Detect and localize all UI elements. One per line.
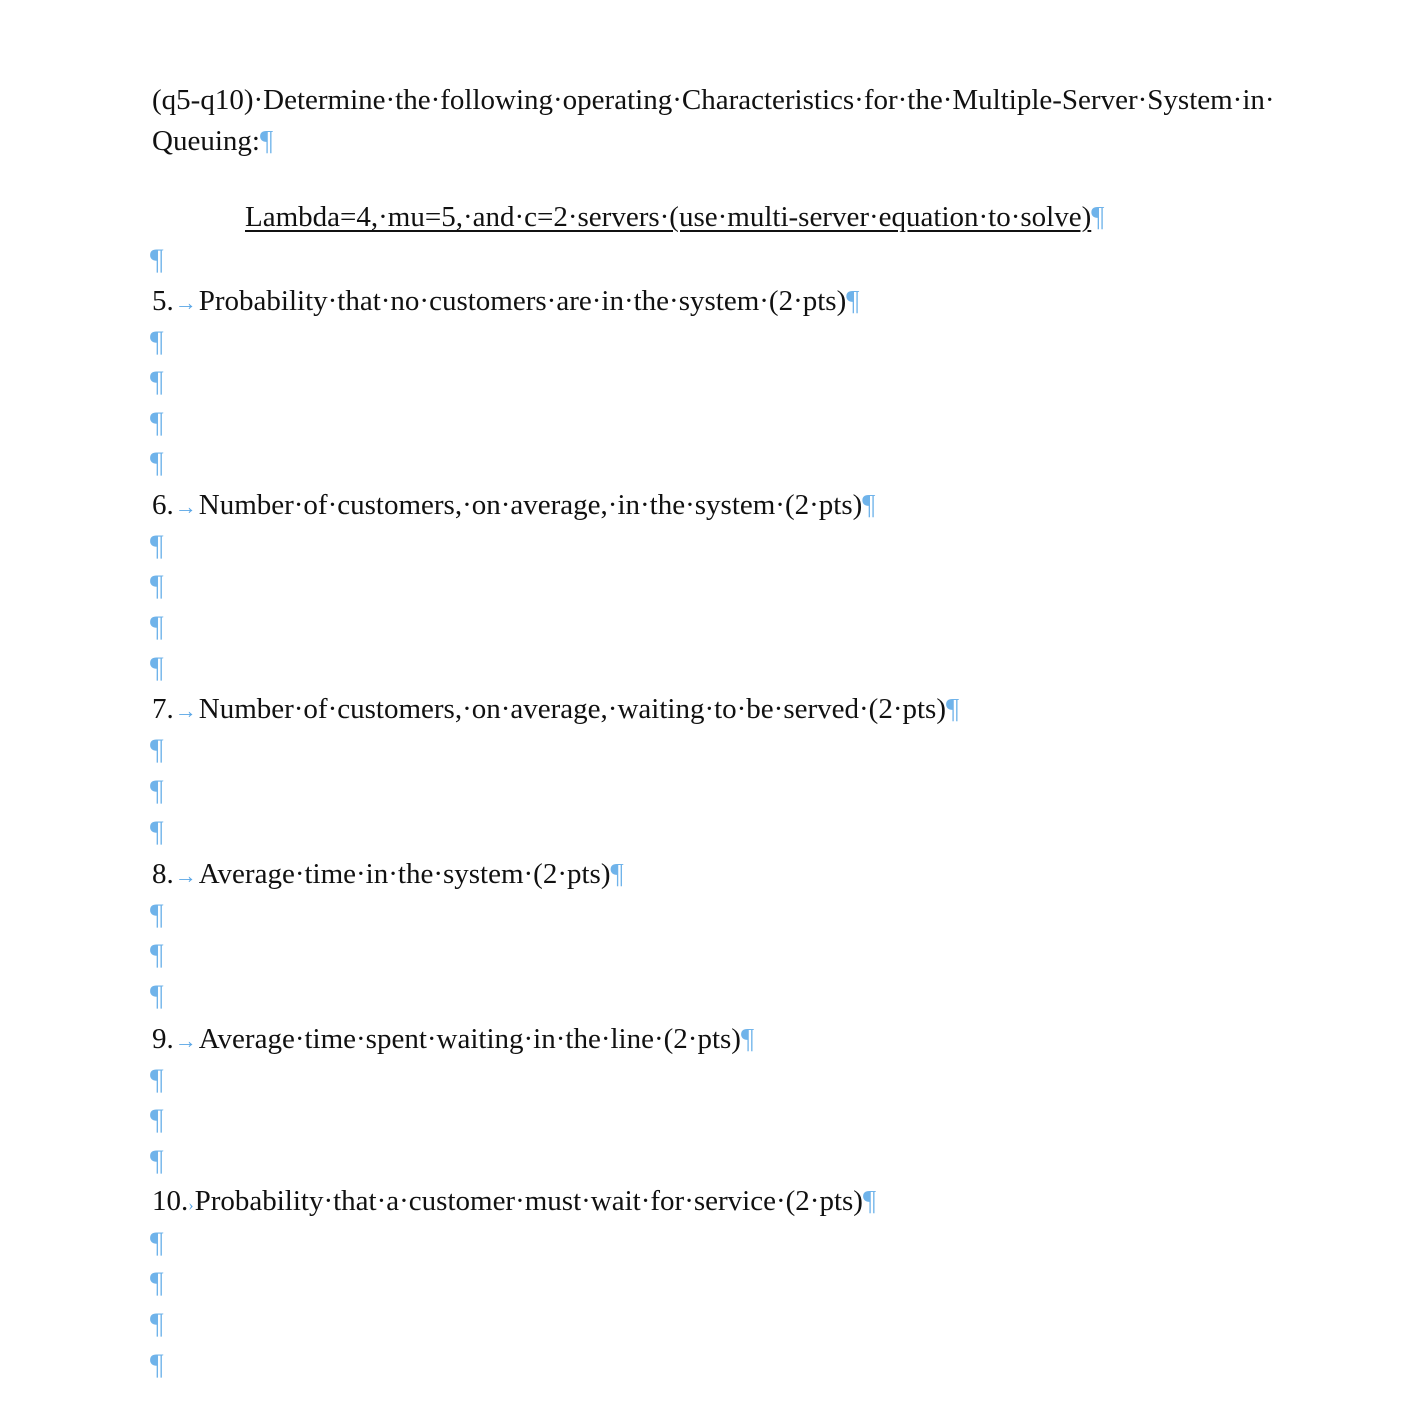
question-9 <box>152 1019 754 1061</box>
header-line-1 <box>152 80 1275 120</box>
empty-paragraph: ¶ <box>150 1103 164 1136</box>
pilcrow-mark: ¶ <box>862 1185 877 1217</box>
empty-paragraph: ¶ <box>150 406 164 439</box>
empty-paragraph: ¶ <box>150 243 164 276</box>
empty-paragraph: ¶ <box>150 651 164 684</box>
question-number: 10. <box>152 1185 189 1217</box>
empty-paragraph: ¶ <box>150 1063 164 1096</box>
pilcrow-mark: ¶ <box>740 1023 755 1055</box>
tab-arrow-icon: → <box>174 494 197 519</box>
pilcrow-mark: ¶ <box>610 858 624 890</box>
tab-arrow-icon: → <box>174 290 197 315</box>
question-number: 6. <box>152 489 174 521</box>
empty-paragraph: ¶ <box>150 325 164 358</box>
empty-paragraph: ¶ <box>150 1266 164 1299</box>
empty-paragraph: ¶ <box>150 569 164 602</box>
empty-paragraph: ¶ <box>150 1144 164 1177</box>
empty-paragraph: ¶ <box>150 529 164 562</box>
pilcrow-mark: ¶ <box>259 125 274 157</box>
tab-arrow-icon: → <box>174 698 197 723</box>
tab-arrow-icon: → <box>174 1028 197 1053</box>
empty-paragraph: ¶ <box>150 1307 164 1340</box>
empty-paragraph: ¶ <box>150 774 164 807</box>
pilcrow-mark: ¶ <box>1091 201 1105 233</box>
question-number: 8. <box>152 858 174 890</box>
pilcrow-mark: ¶ <box>862 489 876 521</box>
empty-paragraph: ¶ <box>150 938 164 971</box>
question-number: 9. <box>152 1023 174 1055</box>
question-text: Probability·that·a·customer·must·wait·for·service·(2·pts) <box>194 1185 863 1217</box>
question-8 <box>152 854 624 896</box>
question-5 <box>152 281 859 323</box>
empty-paragraph: ¶ <box>150 610 164 643</box>
tab-arrow-icon: › <box>188 1197 194 1214</box>
header-line-2 <box>152 121 273 161</box>
question-number: 5. <box>152 285 174 317</box>
empty-paragraph: ¶ <box>150 898 164 931</box>
empty-paragraph: ¶ <box>150 733 164 766</box>
question-10 <box>152 1181 876 1226</box>
question-6 <box>152 485 875 527</box>
question-text: Number·of·customers,·on·average,·waiting·to·be·served·(2·pts) <box>198 693 946 725</box>
question-text: Probability·that·no·customers·are·in·the·system·(2·pts) <box>198 285 847 317</box>
empty-paragraph: ¶ <box>150 365 164 398</box>
empty-paragraph: ¶ <box>150 815 164 848</box>
tab-arrow-icon: → <box>174 863 197 888</box>
pilcrow-mark: ¶ <box>946 693 960 725</box>
empty-paragraph: ¶ <box>150 979 164 1012</box>
given-text: Lambda=4,·mu=5,·and·c=2·servers·(use·multi-server·equation·to·solve) <box>245 201 1092 233</box>
header-text: (q5-q10)·Determine·the·following·operating·Characteristics·for·the·Multiple-Server·System·in· <box>152 84 1275 116</box>
pilcrow-mark: ¶ <box>846 285 860 317</box>
question-number: 7. <box>152 693 174 725</box>
given-parameters <box>245 197 1104 237</box>
question-7 <box>152 689 959 731</box>
empty-paragraph: ¶ <box>150 1348 164 1381</box>
header-text-2: Queuing: <box>152 125 260 157</box>
empty-paragraph: ¶ <box>150 1226 164 1259</box>
empty-paragraph: ¶ <box>150 446 164 479</box>
question-text: Average·time·in·the·system·(2·pts) <box>198 858 611 890</box>
question-text: Number·of·customers,·on·average,·in·the·system·(2·pts) <box>198 489 863 521</box>
question-text: Average·time·spent·waiting·in·the·line·(2·pts) <box>198 1023 741 1055</box>
